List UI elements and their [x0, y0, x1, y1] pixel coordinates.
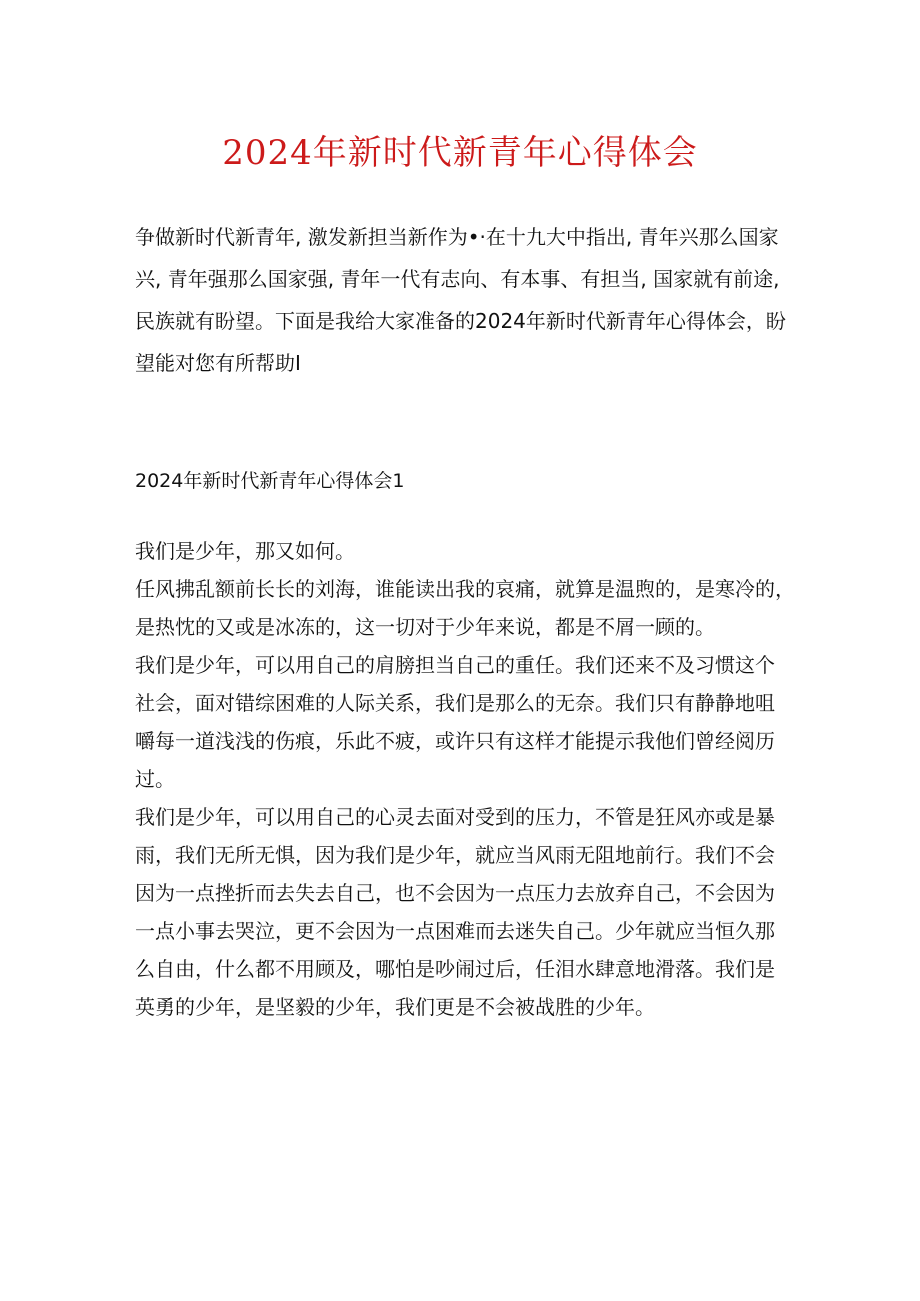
body-line: 任风拂乱额前长长的刘海，谁能读出我的哀痛，就算是温煦的，是寒冷的，	[135, 577, 795, 601]
body-line: 嚼每一道浅浅的伤痕，乐此不疲，或许只有这样才能提示我他们曾经阅历	[135, 729, 775, 753]
body-line: 英勇的少年，是坚毅的少年，我们更是不会被战胜的少年。	[135, 995, 655, 1019]
body-line: 过。	[135, 767, 175, 791]
body-line: 我们是少年，可以用自己的心灵去面对受到的压力，不管是狂风亦或是暴	[135, 805, 775, 829]
main-body	[135, 532, 795, 1026]
section-heading: 2024年新时代新青年心得体会1	[135, 470, 405, 492]
intro-line: 民族就有盼望。下面是我给大家准备的2024年新时代新青年心得体会，盼	[135, 309, 786, 333]
body-line: 雨，我们无所无惧，因为我们是少年，就应当风雨无阻地前行。我们不会	[135, 843, 775, 867]
intro-paragraph	[135, 216, 795, 384]
body-line: 是热忱的又或是冰冻的，这一切对于少年来说，都是不屑一顾的。	[135, 615, 715, 639]
body-line: 因为一点挫折而去失去自己，也不会因为一点压力去放弃自己，不会因为	[135, 881, 775, 905]
document-title: 2024年新时代新青年心得体会	[222, 133, 698, 173]
body-line: 么自由，什么都不用顾及，哪怕是吵闹过后，任泪水肆意地滑落。我们是	[135, 957, 775, 981]
body-line: 我们是少年，那又如何。	[135, 539, 355, 563]
body-line: 我们是少年，可以用自己的肩膀担当自己的重任。我们还来不及习惯这个	[135, 653, 775, 677]
body-line: 一点小事去哭泣，更不会因为一点困难而去迷失自己。少年就应当恒久那	[135, 919, 775, 943]
intro-line: 望能对您有所帮助I	[135, 351, 301, 375]
intro-line: 兴, 青年强那么国家强, 青年一代有志向、有本事、有担当, 国家就有前途,	[135, 267, 780, 291]
intro-line: 争做新时代新青年, 激发新担当新作为•·在十九大中指出, 青年兴那么国家	[135, 225, 779, 249]
body-line: 社会，面对错综困难的人际关系，我们是那么的无奈。我们只有静静地咀	[135, 691, 775, 715]
